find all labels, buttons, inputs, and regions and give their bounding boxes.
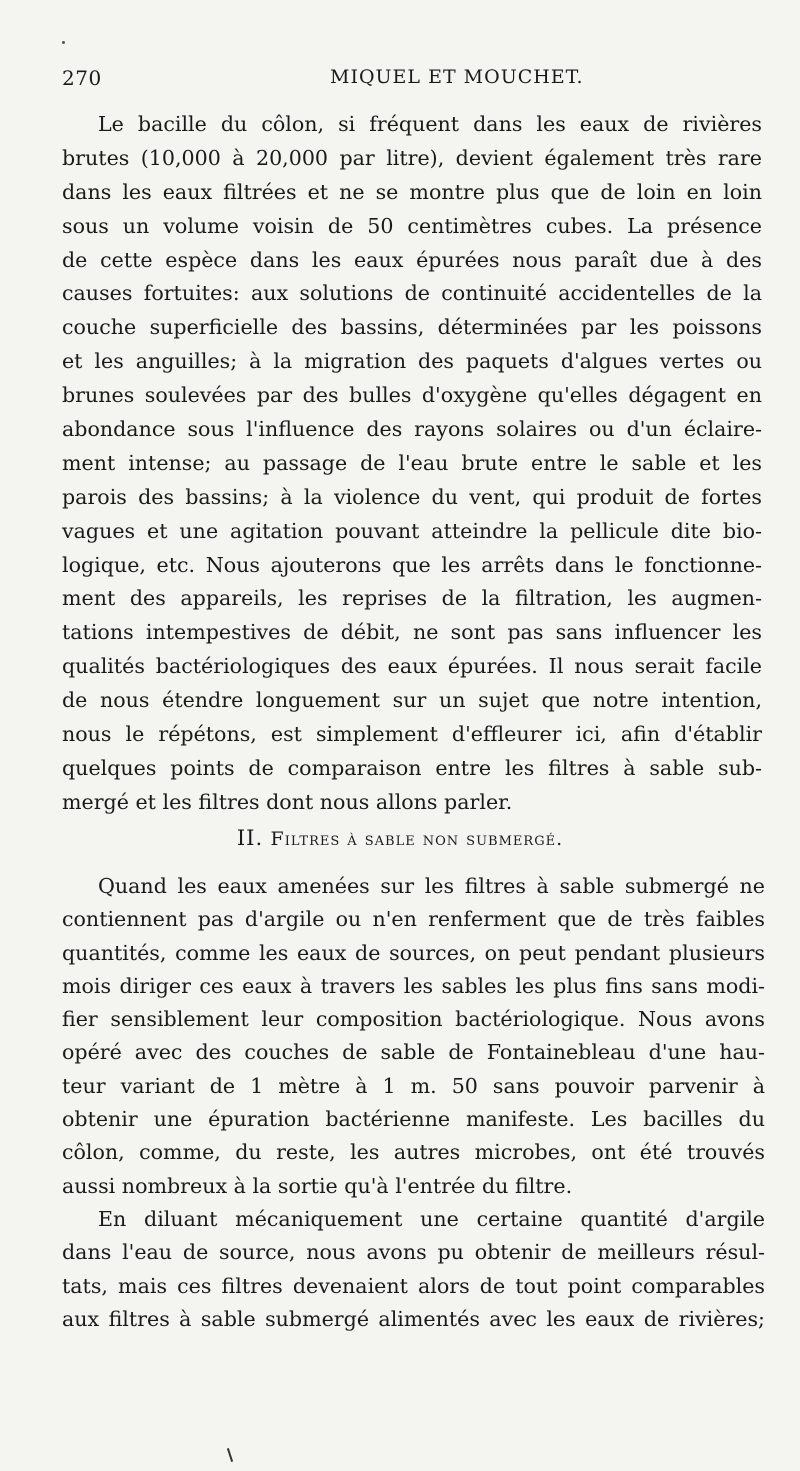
text-line: tations intempestives de débit, ne sont pas sans influencer les: [62, 620, 762, 645]
section-heading: [0, 826, 800, 850]
text-line: vagues et une agitation pouvant atteindre la pellicule dite bio-: [62, 518, 762, 543]
text-line: nous le répétons, est simplement d'effleurer ici, afin d'établir: [62, 722, 762, 747]
paragraph-1: [62, 108, 762, 820]
text-line: En diluant mécaniquement une certaine quantité d'argile: [98, 1206, 765, 1231]
text-line: parois des bassins; à la violence du vent, qui produit de fortes: [62, 484, 762, 509]
text-line: ment des appareils, les reprises de la filtration, les augmen-: [62, 586, 762, 611]
text-line: quelques points de comparaison entre les filtres à sable sub-: [62, 755, 762, 780]
text-line: tats, mais ces filtres devenaient alors de tout point comparables: [62, 1273, 765, 1298]
scan-mark: [227, 1448, 233, 1462]
text-line: brutes (10,000 à 20,000 par litre), devient également très rare: [62, 145, 762, 170]
text-line: quantités, comme les eaux de sources, on peut pendant plusieurs: [62, 940, 765, 965]
text-line: ment intense; au passage de l'eau brute entre le sable et les: [62, 450, 762, 475]
page-number: 270: [62, 66, 102, 90]
text-line: mergé et les filtres dont nous allons parler.: [62, 789, 513, 814]
scan-speck: [62, 41, 65, 44]
text-line: Quand les eaux amenées sur les filtres à sable submergé ne: [98, 874, 765, 898]
text-line: aux filtres à sable submergé alimentés avec les eaux de rivières;: [62, 1306, 765, 1331]
text-line: et les anguilles; à la migration des paquets d'algues vertes ou: [62, 349, 762, 374]
text-line: sous un volume voisin de 50 centimètres cubes. La présence: [62, 213, 762, 238]
text-line: de cette espèce dans les eaux épurées nous paraît due à des: [62, 247, 762, 272]
text-line: fier sensiblement leur composition bactériologique. Nous avons: [62, 1007, 765, 1032]
running-title: MIQUEL ET MOUCHET.: [330, 66, 584, 88]
text-line: côlon, comme, du reste, les autres microbes, ont été trouvés: [62, 1140, 765, 1165]
text-line: Le bacille du côlon, si fréquent dans les eaux de rivières: [98, 112, 762, 136]
text-line: teur variant de 1 mètre à 1 m. 50 sans pouvoir parvenir à: [62, 1073, 765, 1098]
section-number: II.: [236, 826, 264, 850]
text-line: brunes soulevées par des bulles d'oxygène qu'elles dégagent en: [62, 383, 762, 408]
text-line: qualités bactériologiques des eaux épurées. Il nous serait facile: [62, 654, 762, 679]
text-line: opéré avec des couches de sable de Fontainebleau d'une hau-: [62, 1040, 765, 1065]
text-line: dans l'eau de source, nous avons pu obtenir de meilleurs résul-: [62, 1240, 765, 1265]
text-line: logique, etc. Nous ajouterons que les arrêts dans le fonctionne-: [62, 552, 762, 577]
text-line: contiennent pas d'argile ou n'en renferment que de très faibles: [62, 907, 765, 932]
text-line: mois diriger ces eaux à travers les sables les plus fins sans modi-: [62, 973, 765, 998]
text-line: abondance sous l'influence des rayons solaires ou d'un éclaire-: [62, 417, 762, 442]
text-line: causes fortuites: aux solutions de continuité accidentelles de la: [62, 281, 762, 306]
text-line: obtenir une épuration bactérienne manifeste. Les bacilles du: [62, 1107, 765, 1132]
text-line: couche superficielle des bassins, déterminées par les poissons: [62, 315, 762, 340]
section-title: Filtres à sable non submergé.: [270, 828, 564, 850]
text-line: dans les eaux filtrées et ne se montre plus que de loin en loin: [62, 179, 762, 204]
text-line: aussi nombreux à la sortie qu'à l'entrée du filtre.: [62, 1173, 573, 1198]
paragraphs-section-2: [62, 870, 765, 1336]
page-header: [62, 66, 772, 96]
text-line: de nous étendre longuement sur un sujet que notre intention,: [62, 688, 762, 713]
